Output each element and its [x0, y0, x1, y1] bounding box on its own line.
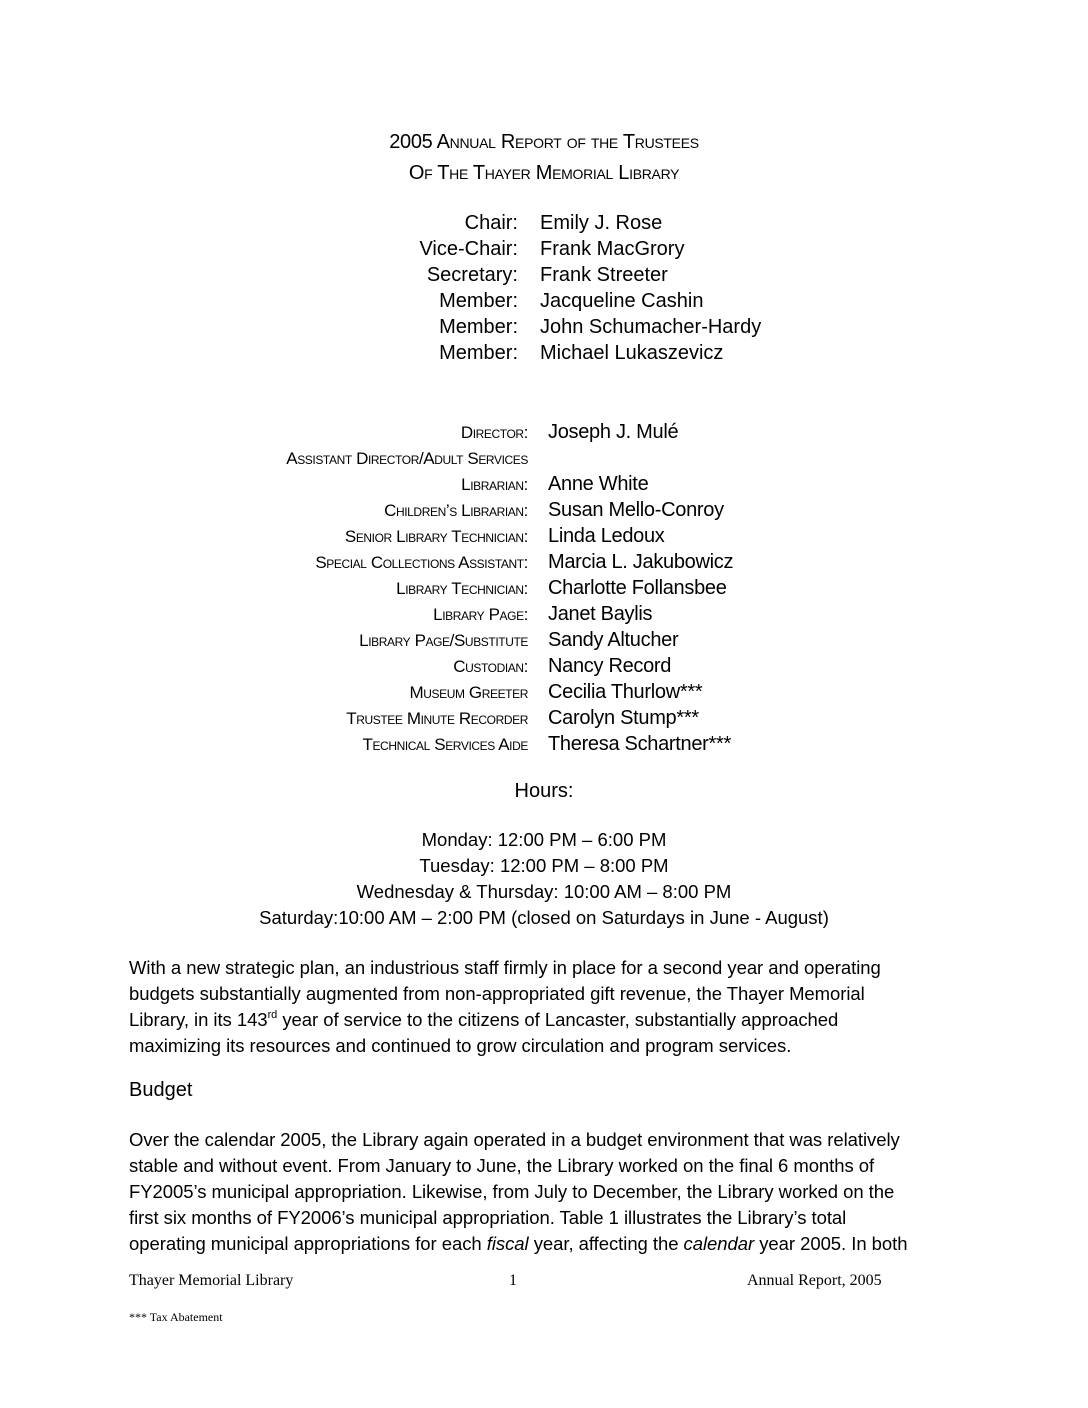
staff-name: Susan Mello-Conroy [548, 499, 724, 521]
staff-role: Assistant Director/Adult Services [286, 449, 528, 468]
staff-role: Special Collections Assistant: [315, 553, 528, 572]
trustee-name: Emily J. Rose [540, 212, 663, 234]
footer-page-number: 1 [509, 1272, 517, 1289]
paragraph-line: With a new strategic plan, an industrious staff firmly in place for a second year and operating [129, 957, 881, 978]
emphasis-calendar: calendar [683, 1233, 755, 1254]
staff-name: Carolyn Stump*** [548, 707, 699, 729]
staff-row [0, 447, 1088, 473]
report-title-line-2: Of The Thayer Memorial Library [408, 162, 680, 184]
hours-line: Tuesday: 12:00 PM – 8:00 PM [419, 855, 669, 876]
staff-name: Sandy Altucher [548, 629, 679, 651]
staff-role: Library Page/Substitute [359, 631, 528, 650]
text-run: year of service to the citizens of Lancaster, substantially approached [277, 1009, 839, 1030]
hours-heading: Hours: [514, 780, 574, 802]
staff-name: Linda Ledoux [548, 525, 665, 547]
staff-name: Charlotte Follansbee [548, 577, 727, 599]
budget-paragraph [129, 1127, 969, 1257]
text-run: year, affecting the [528, 1233, 684, 1254]
footer-report-name: Annual Report, 2005 [747, 1272, 882, 1289]
trustee-name: John Schumacher-Hardy [540, 316, 762, 338]
trustee-role: Vice-Chair: [419, 238, 518, 260]
trustee-name: Frank MacGrory [540, 238, 685, 260]
staff-role: Museum Greeter [409, 683, 528, 702]
hours-line: Saturday:10:00 AM – 2:00 PM (closed on Saturdays in June - August) [259, 907, 829, 928]
text-run: year 2005. In both [754, 1233, 908, 1254]
staff-row [0, 421, 1088, 447]
staff-row [0, 655, 1088, 681]
staff-role: Trustee Minute Recorder [346, 709, 528, 728]
trustee-role: Member: [439, 342, 518, 364]
trustee-name: Michael Lukaszevicz [540, 342, 724, 364]
staff-row [0, 707, 1088, 733]
trustee-row [0, 342, 1088, 368]
paragraph-line: Over the calendar 2005, the Library again operated in a budget environment that was relatively [129, 1129, 900, 1150]
trustee-row [0, 238, 1088, 264]
text-run: Library, in its 143 [129, 1009, 268, 1030]
staff-role: Senior Library Technician: [344, 527, 528, 546]
staff-row [0, 603, 1088, 629]
staff-role: Library Page: [433, 605, 528, 624]
budget-heading: Budget [129, 1079, 193, 1101]
trustee-name: Jacqueline Cashin [540, 290, 704, 312]
staff-role: Custodian: [453, 657, 528, 676]
footer-library-name: Thayer Memorial Library [129, 1272, 294, 1289]
trustee-name: Frank Streeter [540, 264, 668, 286]
staff-name: Marcia L. Jakubowicz [548, 551, 734, 573]
staff-row [0, 577, 1088, 603]
staff-role: Technical Services Aide [362, 735, 528, 754]
paragraph-line: FY2005’s municipal appropriation. Likewise, from July to December, the Library worked on the [129, 1181, 895, 1202]
staff-row [0, 733, 1088, 759]
staff-row [0, 525, 1088, 551]
staff-role: Library Technician: [396, 579, 528, 598]
staff-role: Director: [460, 423, 528, 442]
staff-name: Nancy Record [548, 655, 672, 677]
staff-row [0, 629, 1088, 655]
ordinal-superscript: rd [267, 1009, 278, 1021]
intro-paragraph [129, 955, 969, 1059]
trustee-row [0, 316, 1088, 342]
staff-row [0, 551, 1088, 577]
trustee-row [0, 290, 1088, 316]
staff-name: Joseph J. Mulé [548, 421, 679, 443]
hours-line: Wednesday & Thursday: 10:00 AM – 8:00 PM [356, 881, 732, 902]
staff-role: Children’s Librarian: [384, 501, 528, 520]
staff-name: Cecilia Thurlow*** [548, 681, 703, 703]
paragraph-line: maximizing its resources and continued to grow circulation and program services. [129, 1035, 792, 1056]
paragraph-line [129, 1007, 969, 1033]
paragraph-line [129, 1231, 969, 1257]
hours-line: Monday: 12:00 PM – 6:00 PM [421, 829, 667, 850]
staff-name: Janet Baylis [548, 603, 653, 625]
staff-row [0, 499, 1088, 525]
staff-name: Anne White [548, 473, 649, 495]
trustee-role: Member: [439, 290, 518, 312]
trustee-role: Chair: [464, 212, 518, 234]
staff-role: Librarian: [461, 475, 528, 494]
staff-name: Theresa Schartner*** [548, 733, 731, 755]
paragraph-line: first six months of FY2006’s municipal appropriation. Table 1 illustrates the Library’s total [129, 1207, 847, 1228]
footnote-tax-abatement: *** Tax Abatement [129, 1310, 223, 1324]
trustee-row [0, 212, 1088, 238]
trustee-role: Member: [439, 316, 518, 338]
staff-row [0, 473, 1088, 499]
paragraph-line: stable and without event. From January to June, the Library worked on the final 6 months of [129, 1155, 875, 1176]
trustee-role: Secretary: [426, 264, 518, 286]
trustee-row [0, 264, 1088, 290]
paragraph-line: budgets substantially augmented from non-appropriated gift revenue, the Thayer Memorial [129, 983, 865, 1004]
staff-row [0, 681, 1088, 707]
report-title-line-1: 2005 Annual Report of the Trustees [389, 131, 699, 153]
text-run: operating municipal appropriations for each [129, 1233, 487, 1254]
emphasis-fiscal: fiscal [486, 1233, 529, 1254]
